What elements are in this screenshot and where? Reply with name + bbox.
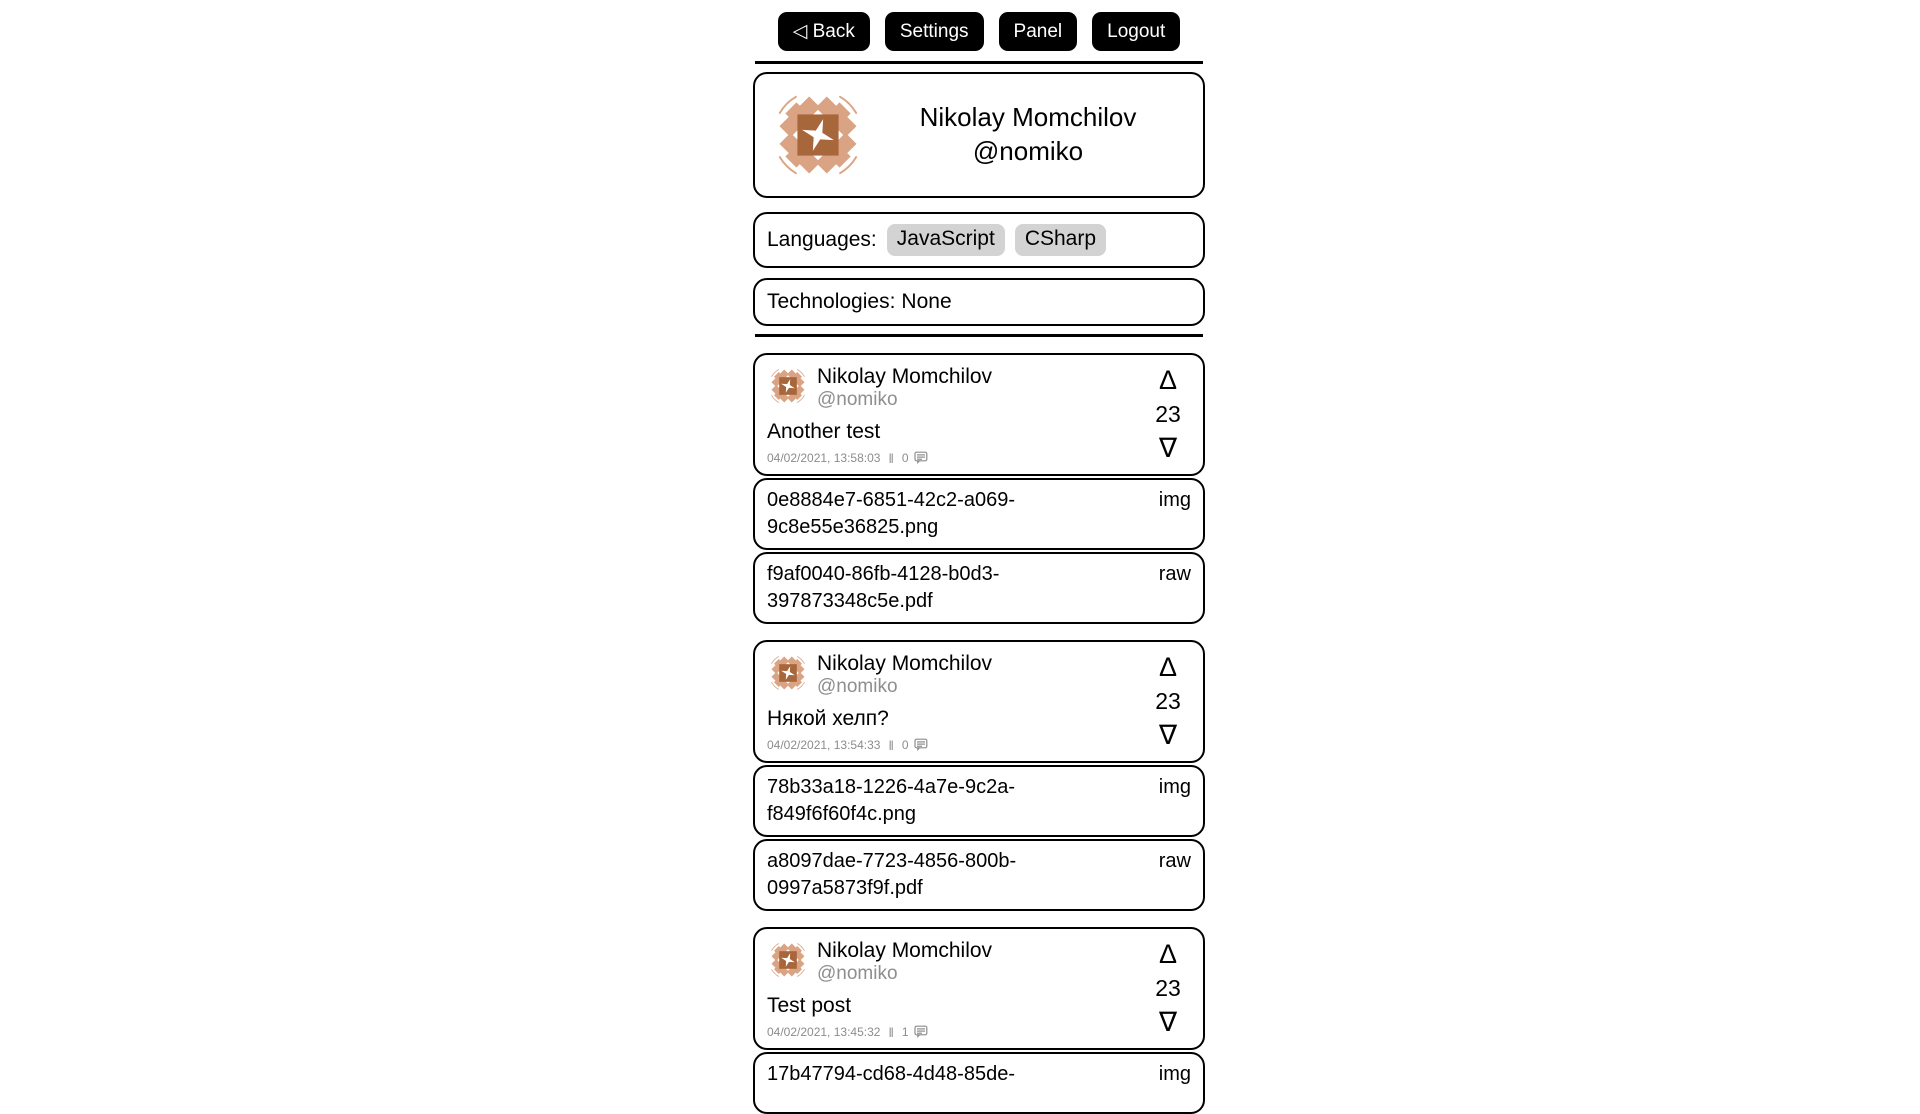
- comment-bubble-icon: [914, 738, 928, 752]
- post-timestamp: 04/02/2021, 13:58:03: [767, 451, 881, 466]
- post-header: [767, 365, 1145, 411]
- attachment-type: img: [1158, 1062, 1191, 1085]
- profile-names: [867, 101, 1189, 169]
- post-title[interactable]: Test post: [767, 993, 852, 1017]
- page-content: [753, 0, 1205, 1114]
- attachment-type: img: [1158, 488, 1191, 511]
- settings-button[interactable]: Settings: [885, 12, 984, 51]
- post-title[interactable]: Another test: [767, 419, 881, 443]
- panel-button[interactable]: Panel: [999, 12, 1078, 51]
- post-author: Nikolay Momchilov: [817, 938, 993, 962]
- post-card[interactable]: [753, 927, 1205, 1050]
- post-title[interactable]: Някой хелп?: [767, 706, 889, 730]
- languages-card: [753, 212, 1205, 268]
- post-timestamp: 04/02/2021, 13:45:32: [767, 1025, 881, 1040]
- downvote-button[interactable]: ∇: [1158, 719, 1178, 750]
- post-meta: [767, 738, 1145, 753]
- post-identicon-avatar-icon: [767, 939, 809, 981]
- vote-column: [1145, 652, 1191, 753]
- meta-separator: ‖: [888, 1024, 894, 1040]
- top-divider: [755, 61, 1203, 64]
- post-author: Nikolay Momchilov: [817, 651, 993, 675]
- attachment-row[interactable]: [753, 478, 1205, 550]
- comments-count: 0: [901, 738, 909, 753]
- comment-bubble-icon: [914, 1025, 928, 1039]
- feed-divider: [755, 334, 1203, 337]
- profile-identicon-avatar-icon: [769, 86, 867, 184]
- attachment-filename: a8097dae-7723-4856-800b-0997a5873f9f.pdf: [767, 849, 1017, 899]
- upvote-button[interactable]: Δ: [1158, 365, 1178, 395]
- upvote-button[interactable]: Δ: [1158, 651, 1178, 682]
- logout-button[interactable]: Logout: [1092, 12, 1180, 51]
- profile-card: [753, 72, 1205, 198]
- post-main: [767, 365, 1145, 466]
- post-main: [767, 939, 1145, 1040]
- downvote-button[interactable]: ∇: [1158, 432, 1178, 463]
- post-meta: [767, 1025, 1145, 1040]
- languages-label: Languages:: [767, 228, 877, 251]
- technologies-label: Technologies:: [767, 290, 896, 313]
- comments-count: 1: [901, 1025, 909, 1040]
- attachment-type: raw: [1158, 562, 1191, 585]
- post-header: [767, 652, 1145, 698]
- post-handle: @nomiko: [817, 963, 898, 985]
- vote-column: [1145, 365, 1191, 466]
- attachment-type: raw: [1158, 849, 1191, 872]
- attachment-row[interactable]: [753, 839, 1205, 911]
- attachment-row[interactable]: [753, 552, 1205, 624]
- post-handle: @nomiko: [817, 389, 898, 411]
- technologies-value: None: [901, 290, 952, 313]
- comments-count: 0: [901, 451, 909, 466]
- language-badge: CSharp: [1015, 224, 1106, 256]
- post-group: [753, 353, 1205, 624]
- attachment-filename: 17b47794-cd68-4d48-85de-: [767, 1062, 1015, 1085]
- attachment-filename: f9af0040-86fb-4128-b0d3-397873348c5e.pdf: [767, 562, 1000, 612]
- meta-separator: ‖: [888, 737, 894, 753]
- post-identicon-avatar-icon: [767, 365, 809, 407]
- post-identicon-avatar-icon: [767, 652, 809, 694]
- profile-name: Nikolay Momchilov: [919, 102, 1137, 133]
- attachment-filename: 0e8884e7-6851-42c2-a069-9c8e55e36825.png: [767, 488, 1015, 538]
- post-group: [753, 927, 1205, 1114]
- post-handle: @nomiko: [817, 676, 898, 698]
- technologies-card: [753, 278, 1205, 326]
- comment-bubble-icon: [914, 451, 928, 465]
- vote-score: 23: [1155, 400, 1181, 427]
- meta-separator: ‖: [888, 450, 894, 466]
- vote-score: 23: [1155, 687, 1181, 714]
- attachment-filename: 78b33a18-1226-4a7e-9c2a-f849f6f60f4c.png: [767, 775, 1015, 825]
- post-group: [753, 640, 1205, 911]
- attachment-row[interactable]: [753, 1052, 1205, 1114]
- post-main: [767, 652, 1145, 753]
- vote-column: [1145, 939, 1191, 1040]
- attachment-row[interactable]: [753, 765, 1205, 837]
- post-timestamp: 04/02/2021, 13:54:33: [767, 738, 881, 753]
- vote-score: 23: [1155, 974, 1181, 1001]
- back-button[interactable]: ◁ Back: [778, 12, 870, 51]
- upvote-button[interactable]: Δ: [1158, 938, 1178, 969]
- post-author: Nikolay Momchilov: [817, 365, 993, 388]
- top-nav: [753, 12, 1205, 51]
- post-card[interactable]: [753, 640, 1205, 763]
- language-badge: JavaScript: [887, 224, 1005, 256]
- downvote-button[interactable]: ∇: [1158, 1006, 1178, 1037]
- post-header: [767, 939, 1145, 985]
- post-card[interactable]: [753, 353, 1205, 476]
- post-meta: [767, 451, 1145, 466]
- profile-handle: @nomiko: [972, 136, 1084, 166]
- attachment-type: img: [1158, 775, 1191, 798]
